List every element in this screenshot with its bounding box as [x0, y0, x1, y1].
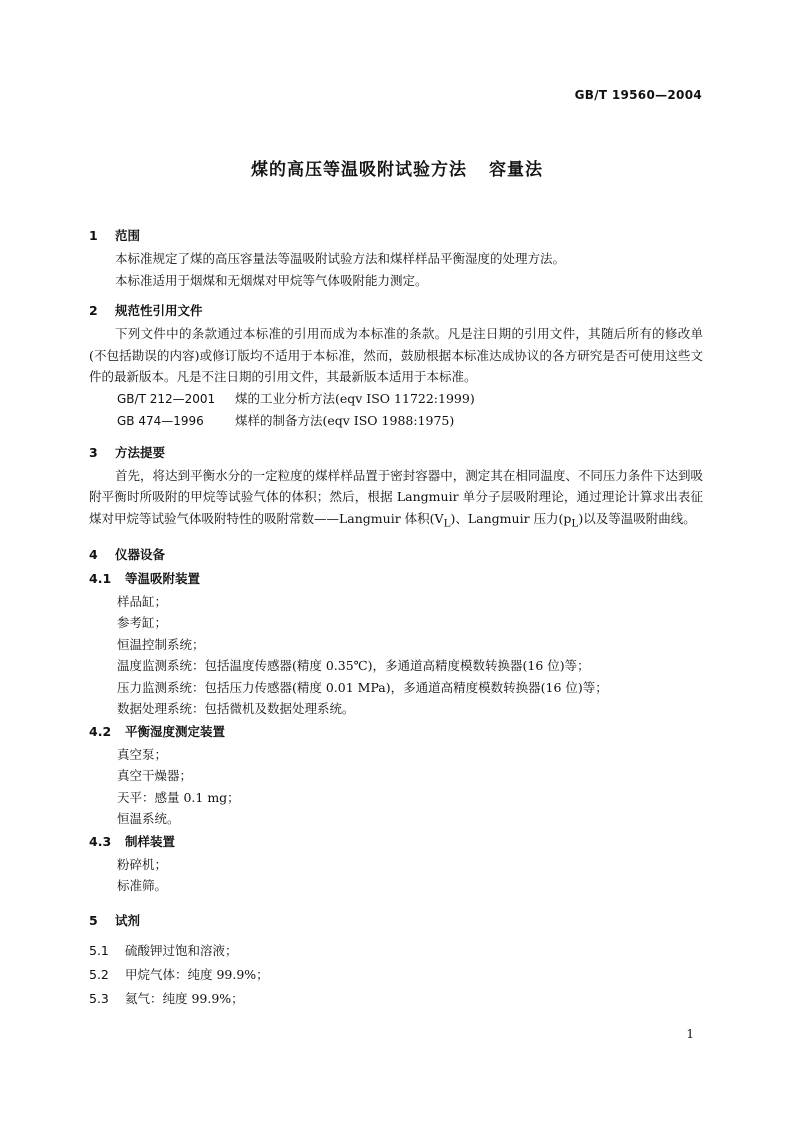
- section-1-paragraph: 本标准规定了煤的高压容量法等温吸附试验方法和煤样样品平衡湿度的处理方法。: [115, 251, 566, 266]
- list-item: 样品缸；: [117, 593, 168, 609]
- list-item: 压力监测系统：包括压力传感器(精度 0.01 MPa)，多通道高精度模数转换器(16 位)等；: [117, 679, 608, 695]
- title-sub: 容量法: [489, 160, 543, 180]
- normative-reference: GB 474—1996 煤样的制备方法(eqv ISO 1988:1975): [117, 413, 455, 428]
- document-title: [0, 155, 794, 180]
- list-item: 恒温系统。: [117, 811, 180, 826]
- section-4-heading: 4 仪器设备: [89, 546, 166, 562]
- subsection-4-1-heading: 4.1 等温吸附装置: [89, 570, 201, 586]
- reagent-item: 5.1 硫酸钾过饱和溶液；: [89, 942, 238, 958]
- standard-code: GB/T 19560—2004: [574, 88, 702, 102]
- reagent-item: 5.3 氦气：纯度 99.9%；: [89, 990, 244, 1006]
- section-1-heading: 1 范围: [89, 228, 141, 243]
- list-item: 数据处理系统：包括微机及数据处理系统。: [117, 701, 355, 716]
- reagent-item: 5.2 甲烷气体：纯度 99.9%；: [89, 966, 269, 982]
- list-item: 天平：感量 0.1 mg；: [117, 789, 240, 805]
- subsection-4-3-heading: 4.3 制样装置: [89, 833, 176, 849]
- list-item: 真空泵；: [117, 746, 168, 762]
- section-2-paragraph: 下列文件中的条款通过本标准的引用而成为本标准的条款。凡是注日期的引用文件，其随后所有的修改单(不包括勘误的内容)或修订版均不适用于本标准，然而，鼓励根据本标准达成协议的各方研究是否可使用这些文件的最新版本。凡是不注日期的引用文件，其最新版本适用于本标准。: [89, 326, 703, 384]
- normative-reference: GB/T 212—2001 煤的工业分析方法(eqv ISO 11722:1999): [117, 390, 475, 406]
- list-item: 参考缸；: [117, 615, 168, 630]
- list-item: 真空干燥器；: [117, 768, 193, 783]
- list-item: 恒温控制系统；: [117, 636, 205, 652]
- title-main: 煤的高压等温吸附试验方法: [251, 160, 467, 180]
- list-item: 标准筛。: [117, 878, 168, 893]
- page-number: 1: [686, 1027, 694, 1041]
- list-item: 温度监测系统：包括温度传感器(精度 0.35℃)，多通道高精度模数转换器(16 位)等；: [117, 658, 590, 673]
- subsection-4-2-heading: 4.2 平衡湿度测定装置: [89, 723, 226, 739]
- section-2-heading: 2 规范性引用文件: [89, 303, 203, 318]
- document-body: [89, 216, 703, 1011]
- section-1-paragraph: 本标准适用于烟煤和无烟煤对甲烷等气体吸附能力测定。: [115, 272, 428, 288]
- section-3-paragraph: 首先，将达到平衡水分的一定粒度的煤样样品置于密封容器中，测定其在相同温度、不同压力条件下达到吸附平衡时所吸附的甲烷等试验气体的体积；然后，根据 Langmuir 单分子层吸附理论，通过理论计算求出表征煤对甲烷等试验气体吸附特性的吸附常数——Langmuir 体积$(V_L)$、Langmuir 压力$(p_L)$以及等温吸附曲线。: [89, 467, 703, 529]
- section-3-heading: 3 方法提要: [89, 444, 166, 460]
- section-5-heading: 5 试剂: [89, 912, 141, 928]
- list-item: 粉碎机；: [117, 856, 168, 872]
